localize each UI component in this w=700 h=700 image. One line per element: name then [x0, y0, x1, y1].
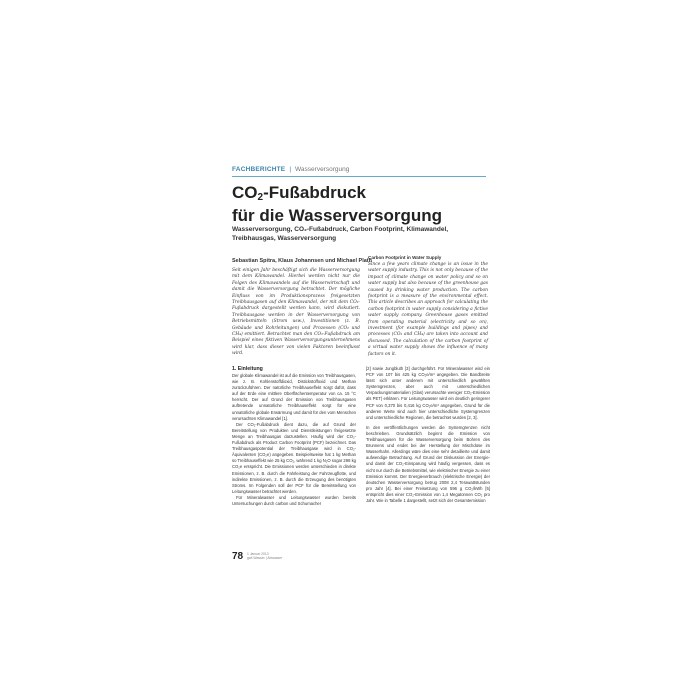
body-column-1: [232, 366, 356, 507]
paragraph: Für Mineralwasser und Leitungswasser wurden bereits Untersuchungen durch carbon und Schumacher: [232, 494, 356, 506]
abstract-german: Seit einigen Jahr beschäftigt sich die Wasserversorgung mit dem Klimawandel. Hierbei werden nicht nur die Folgen des Klimawandels auf die Wasserwirtschaft und damit die Wasserversorgung betrachtet. Der mögliche Einfluss von im Produktionsprozess freigesetzten Treibhausgasen auf den Klimawandel, der mit dem CO₂-Fußabdruck dargestellt werden kann, wird diskutiert. Treibhausgase werden in der Wasserversorgung von Betriebsmitteln (Strom usw.), Investitionen (z. B. Gebäude und Rohrleitungen) und Prozessen (CO₂ und CH₄) emittiert. Betrachtet man den CO₂-Fußabdruck am Beispiel eines fiktiven Wasserversorgungsunternehmens wird klar, dass dieser von vielen Faktoren beeinflusst wird.: [232, 268, 360, 357]
footer-info: [247, 552, 282, 560]
abstract-english: Since a few years climate change is an issue in the water supply industry. This is not only because of the impact of climate change on water policy and so on water supply but also because of the greenhouse gas caused by drinking water production. The carbon footprint is a measure of the environmental effect. This article describes an approach for calculating the carbon footprint in water supply considering a fictive water supply company. Greenhouse gases emitted from operating material (electricity and so on), investment (for example buildings and pipes) and processes (CO₂ and CH₄) are taken into account and discussed. The calculation of the carbon footprint of a virtual water supply shows the influence of many factors on it.: [368, 262, 488, 357]
keywords: Wasserversorgung, CO₂-Fußabdruck, Carbon Footprint, Klimawandel, Treibhausgas, Wasserversorgung: [232, 226, 449, 242]
footer-line-1: 1 Januar 2013: [247, 552, 269, 556]
section-topic: Wasserversorgung: [295, 165, 350, 173]
title-co: CO: [232, 183, 258, 202]
article-title: [232, 184, 486, 225]
authors: Sebastian Spitra, Klaus Johannsen und Michael Plath: [232, 258, 372, 264]
paragraph: [2] sowie Jungbluth [3] durchgeführt. Für Mineralwasser wird ein PCF von 107 bis 425 kg CO₂e/m³ angegeben. Die Bandbreite lässt sich unter anderem mit unterschiedlich gewählten Systemgrenzen, aber auch mit unterschiedlichen Verpackungsmaterialien (Glas) verursachte weniger CO₂-Emission als PET) erklären. Für Leitungswasser wird ein deutlich geringerer PCF von 0,370 bis 0,416 kg CO₂e/m³ angegeben, Grund für die anderen Werte sind auch hier unterschiedliche Systemgrenzen und unterschiedliche Regionen, die betrachtet wurden [2, 3].: [366, 366, 490, 420]
abstract-english-title: Carbon Footprint in Water Supply: [368, 255, 442, 260]
section-header: [232, 164, 486, 176]
paragraph: Der globale Klimawandel ist auf die Emission von Treibhausgasen, wie z. B. Kohlenstoffdioxid, Distickstoffoxid und Methan zurückzuführen. Der natürliche Treibhauseffekt sorgt dafür, dass auf der Erde eine mittlere Oberflächentemperatur von ca. 15 °C herrscht. Der auf Grund der Emission von Treibhausgasen auftretende unnatürliche Treibhauseffekt sorgt für eine unnatürliche globale Erwärmung und damit für den vom Menschen verursachten Klimawandel [1].: [232, 373, 356, 421]
header-rule: [232, 176, 486, 177]
body-column-2: [366, 366, 490, 504]
section-heading: 1. Einleitung: [232, 366, 263, 372]
title-subscript: 2: [257, 192, 264, 203]
page-number: 78: [232, 551, 244, 562]
paragraph: In den veröffentlichungen werden die Systemgrenzen nicht beschrieben. Grundsätzlich beginnt die Emission von Treibhausgasen für die Wasserversorgung beim Bohren des Brunnens und endet bei der Herstellung der Mischdüse im Wasserhahn. Allerdings wäre dies eine sehr detaillierte und damit aufwendige Betrachtung. Auf Grund der Diskussion der Energie- und damit der CO₂-Einsparung wird häufig vergessen, dass es nicht nur durch die Betriebsmittel, wie elektrischer Energie zu einer Emission kommt. Der Energieverbrauch (elektrische Energie) der deutschen Wasserversorgung betrug 2008 2,4 Terawattstunden pro Jahr [4]. Bei einer Freisetzung von 596 g CO₂/kWh [5] entspricht dies einer CO₂-Emission von 1,4 Megatonnen CO₂ pro Jahr. Wie in Tabelle 1 dargestellt, setzt sich der Gesamtemission: [366, 424, 490, 503]
paragraph: Der CO₂-Fußabdruck dient dazu, die auf Grund der Bereitstellung von Produkten und Dienstleistungen freigesetzte Menge an Treibhausgas darzustellen. Häufig wird der CO₂-Fußabdruck als Product Carbon Footprint (PCF) bezeichnet. Das Treibhausgaspotential der Treibhausgase wird in CO₂-Äquivalenten (CO₂e) angegeben. Beispielsweise hat 1 kg Methan so Treibhauseffekt wie 25 kg CO₂, während 1 kg N₂O sogar 298 kg CO₂e entspricht. Die Emissionen werden unterschieden in direkte Emissionen, z. B. durch die Fahrleistung der Fahrzeugflotte, und indirekte Emissionen, z. B. durch die Erzeugung des benötigten Stroms. Im Folgenden soll der PCF für die Bereitstellung von Leitungswasser betrachtet werden.: [232, 421, 356, 494]
footer-line-2: gwf-Wasser | Abwasser: [247, 556, 283, 561]
title-rest: -Fußabdruck: [263, 183, 367, 202]
title-line2: für die Wasserversorgung: [232, 206, 443, 225]
section-label: FACHBERICHTE: [232, 165, 286, 173]
section-separator: |: [289, 165, 292, 173]
